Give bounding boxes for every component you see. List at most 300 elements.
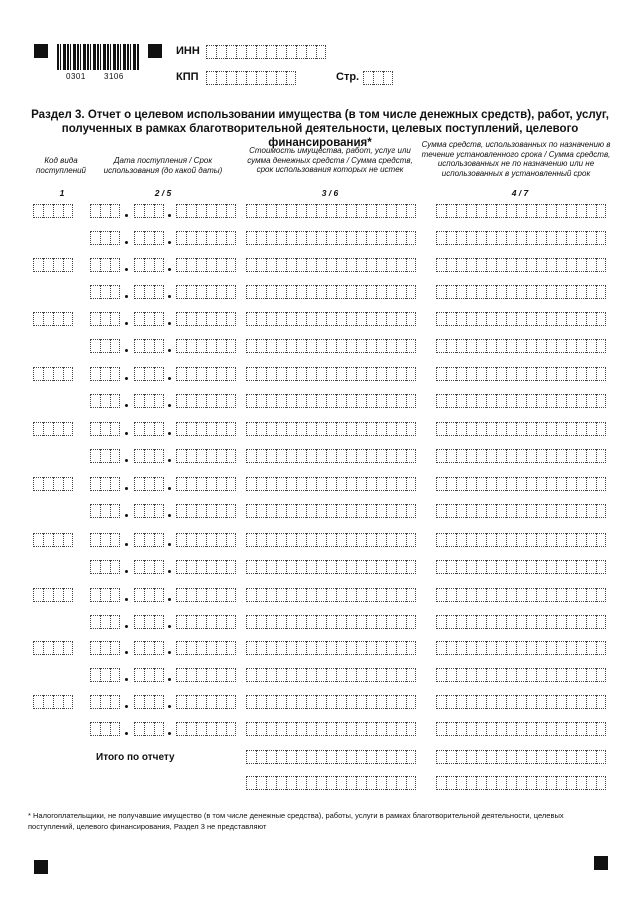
- block-1-receipt-date-day[interactable]: [90, 204, 120, 218]
- block-6-used-field[interactable]: [436, 477, 606, 491]
- block-8-deadline-date-month[interactable]: [134, 615, 164, 629]
- block-7-amount-field[interactable]: [246, 533, 416, 547]
- char-cell: [366, 339, 376, 353]
- char-cell: [496, 668, 506, 682]
- block-10-receipt-date-day[interactable]: [90, 695, 120, 709]
- char-cell: [266, 776, 276, 790]
- block-3-receipt-date-day[interactable]: [90, 312, 120, 326]
- char-cell: [266, 339, 276, 353]
- block-7-unexpired-field[interactable]: [246, 560, 416, 574]
- char-cell: [466, 588, 476, 602]
- char-cell: [576, 422, 586, 436]
- char-cell: [406, 312, 416, 326]
- char-cell: [476, 231, 486, 245]
- block-8-unexpired-field[interactable]: [246, 615, 416, 629]
- char-cell: [306, 422, 316, 436]
- block-10-code-field[interactable]: [33, 695, 73, 709]
- page-number-field[interactable]: [363, 71, 393, 85]
- block-3-code-field[interactable]: [33, 312, 73, 326]
- char-cell: [100, 477, 110, 491]
- char-cell: [296, 668, 306, 682]
- block-9-code-field[interactable]: [33, 641, 73, 655]
- char-cell: [566, 422, 576, 436]
- block-9-used-field[interactable]: [436, 641, 606, 655]
- char-cell: [186, 339, 196, 353]
- char-cell: [206, 695, 216, 709]
- char-cell: [110, 204, 120, 218]
- char-cell: [196, 533, 206, 547]
- char-cell: [556, 339, 566, 353]
- char-cell: [100, 312, 110, 326]
- block-6-code-field[interactable]: [33, 477, 73, 491]
- block-10-unexpired-field[interactable]: [246, 722, 416, 736]
- char-cell: [276, 394, 286, 408]
- char-cell: [436, 477, 446, 491]
- char-cell: [356, 641, 366, 655]
- char-cell: [246, 750, 256, 764]
- total-col3-field[interactable]: [246, 750, 416, 764]
- block-9-receipt-date-month[interactable]: [134, 641, 164, 655]
- char-cell: [110, 367, 120, 381]
- block-8-receipt-date-year[interactable]: [176, 588, 236, 602]
- block-8-amount-field[interactable]: [246, 588, 416, 602]
- block-5-deadline-date-month[interactable]: [134, 449, 164, 463]
- block-4-unexpired-field[interactable]: [246, 394, 416, 408]
- char-cell: [376, 204, 386, 218]
- block-4-receipt-date-month[interactable]: [134, 367, 164, 381]
- char-cell: [296, 695, 306, 709]
- block-9-deadline-date-year[interactable]: [176, 668, 236, 682]
- block-8-receipt-date-month[interactable]: [134, 588, 164, 602]
- char-cell: [396, 560, 406, 574]
- block-2-deadline-date-month[interactable]: [134, 285, 164, 299]
- char-cell: [296, 722, 306, 736]
- char-cell: [63, 533, 73, 547]
- char-cell: [100, 722, 110, 736]
- block-2-deadline-date-year[interactable]: [176, 285, 236, 299]
- char-cell: [456, 533, 466, 547]
- block-10-receipt-date-year[interactable]: [176, 695, 236, 709]
- char-cell: [306, 367, 316, 381]
- char-cell: [53, 477, 63, 491]
- char-cell: [466, 722, 476, 736]
- block-9-misused-field[interactable]: [436, 668, 606, 682]
- block-6-deadline-date-year[interactable]: [176, 504, 236, 518]
- char-cell: [90, 394, 100, 408]
- char-cell: [154, 367, 164, 381]
- char-cell: [346, 477, 356, 491]
- char-cell: [486, 615, 496, 629]
- date-separator-dot: [168, 732, 171, 735]
- char-cell: [206, 560, 216, 574]
- char-cell: [526, 533, 536, 547]
- char-cell: [556, 695, 566, 709]
- char-cell: [486, 695, 496, 709]
- char-cell: [556, 367, 566, 381]
- char-cell: [486, 641, 496, 655]
- block-7-used-field[interactable]: [436, 533, 606, 547]
- block-10-amount-field[interactable]: [246, 695, 416, 709]
- char-cell: [386, 367, 396, 381]
- block-2-receipt-date-year[interactable]: [176, 258, 236, 272]
- char-cell: [206, 339, 216, 353]
- block-8-deadline-date-day[interactable]: [90, 615, 120, 629]
- date-separator-dot: [125, 625, 128, 628]
- block-2-misused-field[interactable]: [436, 285, 606, 299]
- char-cell: [144, 449, 154, 463]
- corner-marker-top-left: [34, 44, 48, 58]
- char-cell: [286, 776, 296, 790]
- char-cell: [536, 668, 546, 682]
- char-cell: [236, 71, 246, 85]
- block-10-receipt-date-month[interactable]: [134, 695, 164, 709]
- block-9-unexpired-field[interactable]: [246, 668, 416, 682]
- block-1-amount-field[interactable]: [246, 204, 416, 218]
- block-2-code-field[interactable]: [33, 258, 73, 272]
- char-cell: [556, 722, 566, 736]
- char-cell: [256, 588, 266, 602]
- char-cell: [186, 258, 196, 272]
- block-3-receipt-date-month[interactable]: [134, 312, 164, 326]
- char-cell: [466, 504, 476, 518]
- char-cell: [134, 668, 144, 682]
- char-cell: [366, 285, 376, 299]
- block-1-receipt-date-year[interactable]: [176, 204, 236, 218]
- char-cell: [556, 477, 566, 491]
- date-separator-dot: [168, 214, 171, 217]
- block-8-code-field[interactable]: [33, 588, 73, 602]
- char-cell: [556, 422, 566, 436]
- block-4-misused-field[interactable]: [436, 394, 606, 408]
- block-9-receipt-date-day[interactable]: [90, 641, 120, 655]
- char-cell: [346, 750, 356, 764]
- char-cell: [63, 588, 73, 602]
- char-cell: [496, 615, 506, 629]
- char-cell: [396, 588, 406, 602]
- char-cell: [90, 504, 100, 518]
- char-cell: [296, 641, 306, 655]
- char-cell: [556, 394, 566, 408]
- block-2-amount-field[interactable]: [246, 258, 416, 272]
- char-cell: [586, 231, 596, 245]
- block-2-used-field[interactable]: [436, 258, 606, 272]
- char-cell: [436, 588, 446, 602]
- char-cell: [236, 45, 246, 59]
- char-cell: [306, 504, 316, 518]
- char-cell: [506, 560, 516, 574]
- char-cell: [144, 285, 154, 299]
- block-2-unexpired-field[interactable]: [246, 285, 416, 299]
- char-cell: [456, 449, 466, 463]
- char-cell: [363, 71, 373, 85]
- char-cell: [316, 367, 326, 381]
- char-cell: [436, 394, 446, 408]
- char-cell: [386, 588, 396, 602]
- block-1-deadline-date-day[interactable]: [90, 231, 120, 245]
- total-col4-second-field[interactable]: [436, 776, 606, 790]
- char-cell: [596, 204, 606, 218]
- block-5-amount-field[interactable]: [246, 422, 416, 436]
- char-cell: [110, 231, 120, 245]
- char-cell: [326, 231, 336, 245]
- block-8-used-field[interactable]: [436, 588, 606, 602]
- char-cell: [144, 615, 154, 629]
- char-cell: [526, 339, 536, 353]
- date-separator-dot: [125, 732, 128, 735]
- char-cell: [546, 588, 556, 602]
- char-cell: [276, 204, 286, 218]
- block-7-receipt-date-year[interactable]: [176, 533, 236, 547]
- block-4-deadline-date-day[interactable]: [90, 394, 120, 408]
- date-separator-dot: [168, 295, 171, 298]
- char-cell: [186, 695, 196, 709]
- char-cell: [506, 722, 516, 736]
- block-1-unexpired-field[interactable]: [246, 231, 416, 245]
- char-cell: [516, 285, 526, 299]
- char-cell: [186, 231, 196, 245]
- char-cell: [586, 312, 596, 326]
- char-cell: [336, 394, 346, 408]
- char-cell: [316, 285, 326, 299]
- block-9-deadline-date-day[interactable]: [90, 668, 120, 682]
- block-6-receipt-date-year[interactable]: [176, 477, 236, 491]
- char-cell: [90, 695, 100, 709]
- char-cell: [326, 449, 336, 463]
- block-2-receipt-date-month[interactable]: [134, 258, 164, 272]
- char-cell: [296, 258, 306, 272]
- block-5-receipt-date-year[interactable]: [176, 422, 236, 436]
- char-cell: [566, 668, 576, 682]
- block-5-receipt-date-day[interactable]: [90, 422, 120, 436]
- block-6-receipt-date-month[interactable]: [134, 477, 164, 491]
- char-cell: [556, 560, 566, 574]
- char-cell: [396, 722, 406, 736]
- char-cell: [266, 668, 276, 682]
- char-cell: [496, 504, 506, 518]
- char-cell: [226, 504, 236, 518]
- block-3-misused-field[interactable]: [436, 339, 606, 353]
- char-cell: [144, 204, 154, 218]
- block-3-unexpired-field[interactable]: [246, 339, 416, 353]
- date-separator-dot: [168, 377, 171, 380]
- char-cell: [226, 422, 236, 436]
- block-3-deadline-date-year[interactable]: [176, 339, 236, 353]
- char-cell: [134, 695, 144, 709]
- inn-field[interactable]: [206, 45, 326, 59]
- char-cell: [546, 641, 556, 655]
- block-10-used-field[interactable]: [436, 695, 606, 709]
- char-cell: [546, 258, 556, 272]
- char-cell: [33, 204, 43, 218]
- char-cell: [336, 504, 346, 518]
- char-cell: [356, 477, 366, 491]
- block-10-deadline-date-month[interactable]: [134, 722, 164, 736]
- char-cell: [346, 285, 356, 299]
- char-cell: [396, 533, 406, 547]
- char-cell: [436, 204, 446, 218]
- char-cell: [406, 422, 416, 436]
- block-4-used-field[interactable]: [436, 367, 606, 381]
- block-1-deadline-date-month[interactable]: [134, 231, 164, 245]
- block-3-deadline-date-day[interactable]: [90, 339, 120, 353]
- char-cell: [576, 367, 586, 381]
- char-cell: [276, 477, 286, 491]
- char-cell: [386, 285, 396, 299]
- char-cell: [376, 668, 386, 682]
- char-cell: [476, 668, 486, 682]
- char-cell: [506, 477, 516, 491]
- block-5-deadline-date-year[interactable]: [176, 449, 236, 463]
- block-3-deadline-date-month[interactable]: [134, 339, 164, 353]
- block-3-amount-field[interactable]: [246, 312, 416, 326]
- char-cell: [506, 422, 516, 436]
- char-cell: [356, 394, 366, 408]
- block-1-code-field[interactable]: [33, 204, 73, 218]
- char-cell: [326, 615, 336, 629]
- block-7-misused-field[interactable]: [436, 560, 606, 574]
- block-1-misused-field[interactable]: [436, 231, 606, 245]
- char-cell: [366, 367, 376, 381]
- block-5-unexpired-field[interactable]: [246, 449, 416, 463]
- char-cell: [526, 258, 536, 272]
- block-10-deadline-date-day[interactable]: [90, 722, 120, 736]
- block-2-receipt-date-day[interactable]: [90, 258, 120, 272]
- block-4-amount-field[interactable]: [246, 367, 416, 381]
- block-3-receipt-date-year[interactable]: [176, 312, 236, 326]
- block-3-used-field[interactable]: [436, 312, 606, 326]
- char-cell: [596, 750, 606, 764]
- char-cell: [336, 641, 346, 655]
- block-10-deadline-date-year[interactable]: [176, 722, 236, 736]
- char-cell: [536, 533, 546, 547]
- char-cell: [466, 776, 476, 790]
- kpp-field[interactable]: [206, 71, 296, 85]
- block-1-receipt-date-month[interactable]: [134, 204, 164, 218]
- block-6-deadline-date-month[interactable]: [134, 504, 164, 518]
- block-9-deadline-date-month[interactable]: [134, 668, 164, 682]
- char-cell: [246, 560, 256, 574]
- block-7-deadline-date-month[interactable]: [134, 560, 164, 574]
- char-cell: [446, 722, 456, 736]
- block-5-deadline-date-day[interactable]: [90, 449, 120, 463]
- char-cell: [376, 367, 386, 381]
- block-6-deadline-date-day[interactable]: [90, 504, 120, 518]
- char-cell: [516, 258, 526, 272]
- char-cell: [256, 477, 266, 491]
- block-1-used-field[interactable]: [436, 204, 606, 218]
- date-separator-dot: [168, 543, 171, 546]
- char-cell: [396, 504, 406, 518]
- char-cell: [376, 449, 386, 463]
- block-6-receipt-date-day[interactable]: [90, 477, 120, 491]
- char-cell: [466, 204, 476, 218]
- char-cell: [63, 367, 73, 381]
- char-cell: [196, 641, 206, 655]
- block-6-unexpired-field[interactable]: [246, 504, 416, 518]
- total-col3-second-field[interactable]: [246, 776, 416, 790]
- char-cell: [596, 641, 606, 655]
- block-2-deadline-date-day[interactable]: [90, 285, 120, 299]
- char-cell: [226, 71, 236, 85]
- char-cell: [276, 285, 286, 299]
- char-cell: [144, 394, 154, 408]
- char-cell: [586, 722, 596, 736]
- char-cell: [566, 560, 576, 574]
- char-cell: [596, 231, 606, 245]
- block-6-amount-field[interactable]: [246, 477, 416, 491]
- block-8-deadline-date-year[interactable]: [176, 615, 236, 629]
- char-cell: [216, 422, 226, 436]
- block-7-receipt-date-month[interactable]: [134, 533, 164, 547]
- block-4-deadline-date-month[interactable]: [134, 394, 164, 408]
- char-cell: [366, 422, 376, 436]
- char-cell: [100, 695, 110, 709]
- block-1-deadline-date-year[interactable]: [176, 231, 236, 245]
- char-cell: [90, 231, 100, 245]
- char-cell: [226, 641, 236, 655]
- char-cell: [100, 422, 110, 436]
- block-8-receipt-date-day[interactable]: [90, 588, 120, 602]
- char-cell: [286, 695, 296, 709]
- char-cell: [216, 615, 226, 629]
- block-4-code-field[interactable]: [33, 367, 73, 381]
- block-9-amount-field[interactable]: [246, 641, 416, 655]
- block-4-receipt-date-year[interactable]: [176, 367, 236, 381]
- total-col4-field[interactable]: [436, 750, 606, 764]
- char-cell: [356, 588, 366, 602]
- char-cell: [306, 45, 316, 59]
- char-cell: [246, 45, 256, 59]
- block-9-receipt-date-year[interactable]: [176, 641, 236, 655]
- char-cell: [356, 204, 366, 218]
- char-cell: [246, 231, 256, 245]
- char-cell: [276, 722, 286, 736]
- block-7-code-field[interactable]: [33, 533, 73, 547]
- block-5-receipt-date-month[interactable]: [134, 422, 164, 436]
- char-cell: [326, 504, 336, 518]
- char-cell: [90, 422, 100, 436]
- char-cell: [546, 695, 556, 709]
- block-7-deadline-date-day[interactable]: [90, 560, 120, 574]
- block-5-misused-field[interactable]: [436, 449, 606, 463]
- char-cell: [186, 504, 196, 518]
- char-cell: [476, 312, 486, 326]
- block-7-deadline-date-year[interactable]: [176, 560, 236, 574]
- char-cell: [526, 285, 536, 299]
- block-10-misused-field[interactable]: [436, 722, 606, 736]
- char-cell: [346, 641, 356, 655]
- block-4-deadline-date-year[interactable]: [176, 394, 236, 408]
- char-cell: [256, 285, 266, 299]
- char-cell: [546, 394, 556, 408]
- block-8-misused-field[interactable]: [436, 615, 606, 629]
- char-cell: [536, 367, 546, 381]
- block-4-receipt-date-day[interactable]: [90, 367, 120, 381]
- block-7-receipt-date-day[interactable]: [90, 533, 120, 547]
- char-cell: [456, 722, 466, 736]
- char-cell: [396, 776, 406, 790]
- block-5-code-field[interactable]: [33, 422, 73, 436]
- char-cell: [516, 668, 526, 682]
- char-cell: [516, 339, 526, 353]
- char-cell: [466, 695, 476, 709]
- char-cell: [566, 533, 576, 547]
- block-6-misused-field[interactable]: [436, 504, 606, 518]
- char-cell: [216, 722, 226, 736]
- char-cell: [134, 285, 144, 299]
- char-cell: [406, 776, 416, 790]
- block-5-used-field[interactable]: [436, 422, 606, 436]
